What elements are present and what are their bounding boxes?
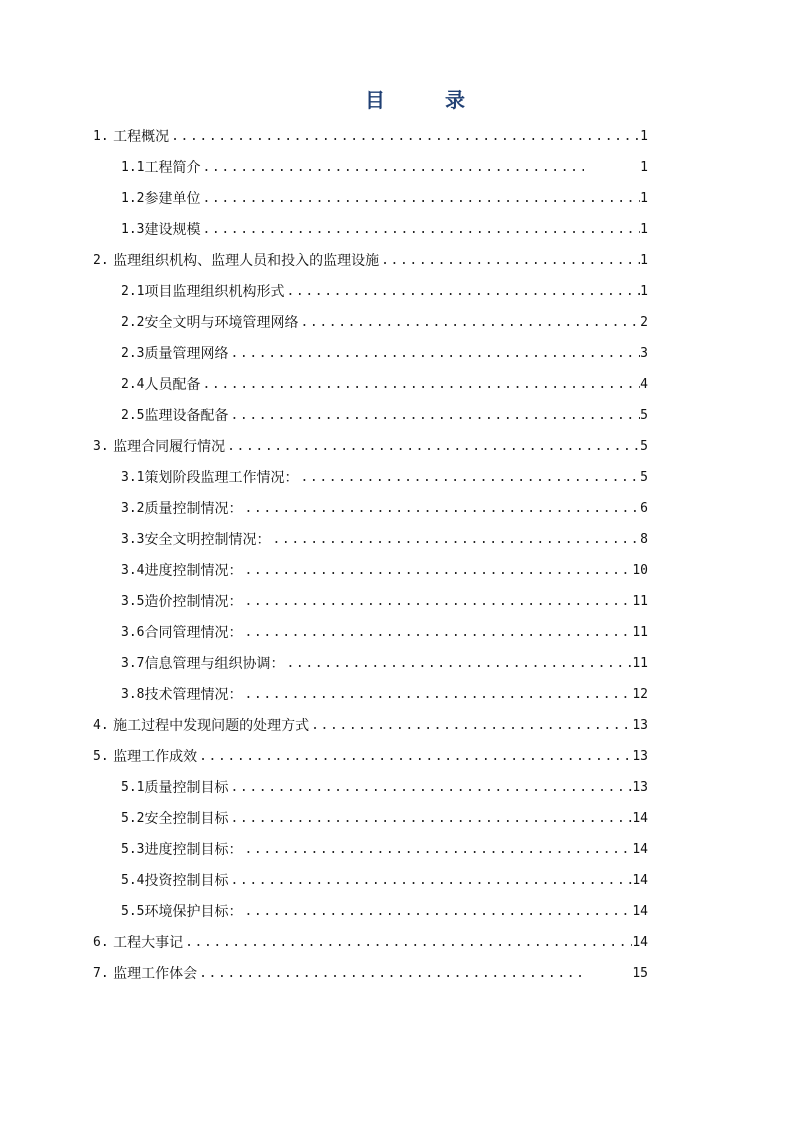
toc-entry-text: 信息管理与组织协调： [144, 656, 285, 672]
toc-entry-page: 1 [640, 222, 648, 237]
toc-entry[interactable] [121, 899, 648, 921]
toc-entry-number: 2. [93, 253, 109, 268]
toc-entry-page: 8 [640, 532, 648, 547]
toc-entry-text: 监理组织机构、监理人员和投入的监理设施 [113, 253, 380, 269]
toc-entry[interactable] [93, 248, 648, 270]
toc-leader-dots [242, 562, 632, 580]
toc-entry-text: 人员配备 [144, 377, 201, 393]
toc-leader-dots [228, 779, 632, 797]
toc-entry-text: 投资控制目标 [144, 873, 229, 889]
toc-entry-number: 3. [93, 439, 109, 454]
toc-leader-dots [242, 500, 640, 518]
toc-entry-page: 13 [632, 718, 648, 733]
toc-entry-page: 6 [640, 501, 648, 516]
toc-leader-dots [309, 717, 632, 735]
toc-leader-dots [298, 469, 640, 487]
toc-entry[interactable] [93, 961, 648, 983]
toc-entry[interactable] [121, 837, 648, 859]
toc-entry[interactable] [121, 217, 648, 239]
toc-entry[interactable] [93, 713, 648, 735]
toc-entry-page: 1 [640, 160, 648, 175]
toc-entry-text: 策划阶段监理工作情况： [144, 470, 299, 486]
toc-entry[interactable] [93, 434, 648, 456]
toc-leader-dots [284, 655, 632, 673]
toc-entry[interactable] [121, 868, 648, 890]
toc-leader-dots [169, 128, 640, 146]
toc-leader-dots [200, 190, 640, 208]
toc-entry-text: 质量控制情况： [144, 501, 243, 517]
toc-entry-page: 15 [632, 966, 648, 981]
toc-entry-text: 监理合同履行情况 [113, 439, 226, 455]
toc-entry[interactable] [121, 527, 648, 549]
toc-leader-dots [228, 345, 640, 363]
toc-leader-dots [242, 686, 632, 704]
toc-entry-page: 14 [632, 811, 648, 826]
toc-entry-page: 1 [640, 284, 648, 299]
toc-entry[interactable] [121, 403, 648, 425]
toc-entry-text: 监理工作成效 [113, 749, 198, 765]
toc-entry-text: 施工过程中发现问题的处理方式 [113, 718, 310, 734]
toc-entry[interactable] [121, 310, 648, 332]
toc-entry-number: 3.7 [121, 656, 145, 671]
toc-entry-number: 6. [93, 935, 109, 950]
toc-entry-page: 13 [632, 780, 648, 795]
toc-leader-dots [200, 221, 640, 239]
toc-entry-number: 1.2 [121, 191, 145, 206]
toc-leader-dots [228, 407, 640, 425]
toc-entry-page: 14 [632, 935, 648, 950]
toc-leader-dots [225, 438, 640, 456]
toc-entry-number: 3.6 [121, 625, 145, 640]
toc-entry[interactable] [121, 589, 648, 611]
toc-entry[interactable] [93, 744, 648, 766]
toc-entry[interactable] [121, 620, 648, 642]
toc-entry[interactable] [121, 558, 648, 580]
toc-entry-text: 工程概况 [113, 129, 170, 145]
toc-entry-page: 11 [632, 594, 648, 609]
toc-entry-page: 5 [640, 439, 648, 454]
toc-entry-number: 5. [93, 749, 109, 764]
toc-leader-dots [242, 624, 632, 642]
toc-entry-number: 2.1 [121, 284, 145, 299]
toc-entry-number: 5.2 [121, 811, 145, 826]
toc-leader-dots [298, 314, 640, 332]
toc-title-right: 录 [445, 88, 465, 112]
toc-entry[interactable] [121, 465, 648, 487]
toc-leader-dots [228, 872, 632, 890]
toc-entry-number: 3.8 [121, 687, 145, 702]
toc-entry-text: 进度控制目标： [144, 842, 243, 858]
toc-entry-page: 14 [632, 842, 648, 857]
toc-entry[interactable] [121, 682, 648, 704]
toc-entry-page: 2 [640, 315, 648, 330]
toc-leader-dots [242, 841, 632, 859]
toc-leader-dots [284, 283, 640, 301]
toc-entry-text: 监理工作体会 [113, 966, 198, 982]
toc-entry-text: 造价控制情况： [144, 594, 243, 610]
toc-entry-number: 3.1 [121, 470, 145, 485]
toc-entry-text: 质量控制目标 [144, 780, 229, 796]
toc-entry-number: 1.1 [121, 160, 145, 175]
toc-leader-dots [379, 252, 640, 270]
toc-entry-page: 10 [632, 563, 648, 578]
toc-entry-page: 13 [632, 749, 648, 764]
toc-entry[interactable] [121, 341, 648, 363]
toc-entry-number: 5.1 [121, 780, 145, 795]
toc-title [0, 84, 794, 113]
toc-entry-page: 1 [640, 253, 648, 268]
toc-entry-number: 2.2 [121, 315, 145, 330]
toc-entry[interactable] [121, 372, 648, 394]
toc-entry-number: 2.3 [121, 346, 145, 361]
toc-entry-number: 5.5 [121, 904, 145, 919]
toc-leader-dots [242, 903, 632, 921]
toc-entry-text: 项目监理组织机构形式 [144, 284, 285, 300]
toc-leader-dots [197, 748, 632, 766]
toc-entry-page: 5 [640, 470, 648, 485]
toc-entry-text: 监理设备配备 [144, 408, 229, 424]
toc-entry[interactable] [93, 124, 648, 146]
toc-entry-number: 3.2 [121, 501, 145, 516]
toc-entry[interactable] [121, 186, 648, 208]
toc-leader-dots [270, 531, 640, 549]
toc-entry-number: 4. [93, 718, 109, 733]
toc-entry-text: 进度控制情况： [144, 563, 243, 579]
toc-entry[interactable] [121, 496, 648, 518]
toc-entry-number: 5.4 [121, 873, 145, 888]
toc-entry-page: 14 [632, 904, 648, 919]
toc-entry-page: 11 [632, 656, 648, 671]
toc-leader-dots [242, 593, 632, 611]
toc-entry-page: 14 [632, 873, 648, 888]
toc-entry-page: 3 [640, 346, 648, 361]
toc-entry[interactable] [121, 806, 648, 828]
toc-leader-dots [197, 965, 581, 983]
toc-entry-text: 建设规模 [144, 222, 201, 238]
toc-entry-number: 2.5 [121, 408, 145, 423]
toc-entry[interactable] [121, 155, 648, 177]
toc-entry-number: 1. [93, 129, 109, 144]
toc-entry-page: 5 [640, 408, 648, 423]
toc-entry-text: 技术管理情况： [144, 687, 243, 703]
toc-entry-text: 合同管理情况： [144, 625, 243, 641]
toc-entry-text: 参建单位 [144, 191, 201, 207]
toc-entry-number: 3.3 [121, 532, 145, 547]
toc-entry-page: 12 [632, 687, 648, 702]
toc-entry[interactable] [121, 651, 648, 673]
toc-leader-dots [200, 159, 584, 177]
toc-entry-text: 工程大事记 [113, 935, 184, 951]
toc-entry-text: 安全控制目标 [144, 811, 229, 827]
toc-entry-page: 1 [640, 191, 648, 206]
toc-entry[interactable] [93, 930, 648, 952]
toc-entry-text: 安全文明与环境管理网络 [144, 315, 299, 331]
toc-leader-dots [200, 376, 640, 394]
toc-entry[interactable] [121, 775, 648, 797]
toc-leader-dots [183, 934, 632, 952]
toc-entry-number: 5.3 [121, 842, 145, 857]
toc-entry-number: 3.5 [121, 594, 145, 609]
toc-entry-page: 1 [640, 129, 648, 144]
toc-entry-number: 7. [93, 966, 109, 981]
toc-entry-number: 2.4 [121, 377, 145, 392]
toc-entry[interactable] [121, 279, 648, 301]
toc-title-left: 目 [365, 88, 385, 112]
toc-entry-text: 质量管理网络 [144, 346, 229, 362]
toc-leader-dots [228, 810, 632, 828]
toc-entry-page: 11 [632, 625, 648, 640]
toc-entry-text: 环境保护目标： [144, 904, 243, 920]
toc-entry-text: 工程简介 [144, 160, 201, 176]
toc-entry-text: 安全文明控制情况： [144, 532, 271, 548]
toc-entry-page: 4 [640, 377, 648, 392]
toc-entry-number: 1.3 [121, 222, 145, 237]
toc-entry-number: 3.4 [121, 563, 145, 578]
